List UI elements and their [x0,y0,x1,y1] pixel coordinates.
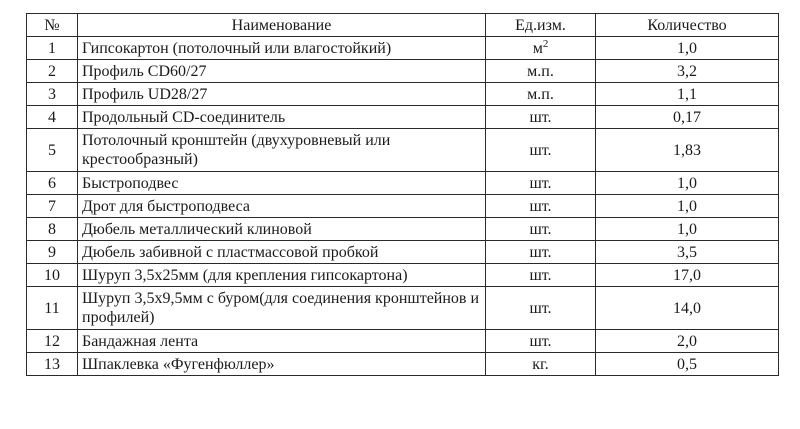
table-row [27,37,779,60]
table-row [27,172,779,195]
header-num: № [27,14,78,37]
row-unit: шт. [486,106,596,129]
row-unit: кг. [486,353,596,376]
row-name: Шуруп 3,5х25мм (для крепления гипсокартона) [78,264,486,287]
row-qty: 2,0 [596,330,779,353]
row-num: 10 [27,264,78,287]
table-row [27,330,779,353]
row-name: Продольный CD-соединитель [78,106,486,129]
row-num: 7 [27,195,78,218]
row-name: Дюбель металлический клиновой [78,218,486,241]
table-header-row [27,14,779,37]
row-qty: 3,5 [596,241,779,264]
table-row [27,218,779,241]
row-name: Дюбель забивной с пластмассовой пробкой [78,241,486,264]
row-name: Шпаклевка «Фугенфюллер» [78,353,486,376]
table-row [27,129,779,172]
row-qty: 1,0 [596,195,779,218]
row-num: 12 [27,330,78,353]
row-qty: 1,0 [596,37,779,60]
table-row [27,195,779,218]
table-row [27,106,779,129]
row-unit: шт. [486,195,596,218]
row-name: Профиль UD28/27 [78,83,486,106]
row-name: Дрот для быстроподвеса [78,195,486,218]
row-unit-exponent: 2 [542,37,549,50]
row-name: Бандажная лента [78,330,486,353]
row-unit: м.п. [486,83,596,106]
row-unit: шт. [486,330,596,353]
document-page [26,13,778,376]
row-qty: 0,17 [596,106,779,129]
header-unit: Ед.изм. [486,14,596,37]
row-unit: шт. [486,264,596,287]
table-row [27,60,779,83]
row-num: 9 [27,241,78,264]
row-unit-base: м [532,39,543,57]
row-qty: 1,1 [596,83,779,106]
row-unit: шт. [486,241,596,264]
row-num: 1 [27,37,78,60]
row-qty: 3,2 [596,60,779,83]
row-name: Потолочный кронштейн (двухуровневый или крестообразный) [78,129,486,172]
row-qty: 14,0 [596,287,779,330]
header-name: Наименование [78,14,486,37]
row-unit: шт. [486,172,596,195]
row-num: 13 [27,353,78,376]
row-name: Быстроподвес [78,172,486,195]
row-unit: шт. [486,129,596,172]
row-name: Гипсокартон (потолочный или влагостойкий) [78,37,486,60]
table-row [27,287,779,330]
row-unit [486,37,596,60]
row-qty: 17,0 [596,264,779,287]
materials-table [26,13,779,376]
table-row [27,353,779,376]
row-unit: м.п. [486,60,596,83]
row-qty: 1,0 [596,218,779,241]
row-qty: 1,83 [596,129,779,172]
row-num: 8 [27,218,78,241]
row-num: 5 [27,129,78,172]
row-num: 3 [27,83,78,106]
table-row [27,241,779,264]
table-row [27,264,779,287]
row-unit: шт. [486,287,596,330]
row-name: Шуруп 3,5х9,5мм с буром(для соединения кронштейнов и профилей) [78,287,486,330]
row-num: 2 [27,60,78,83]
row-num: 11 [27,287,78,330]
row-qty: 1,0 [596,172,779,195]
row-unit: шт. [486,218,596,241]
table-row [27,83,779,106]
row-name: Профиль CD60/27 [78,60,486,83]
header-qty: Количество [596,14,779,37]
row-qty: 0,5 [596,353,779,376]
row-num: 6 [27,172,78,195]
row-num: 4 [27,106,78,129]
